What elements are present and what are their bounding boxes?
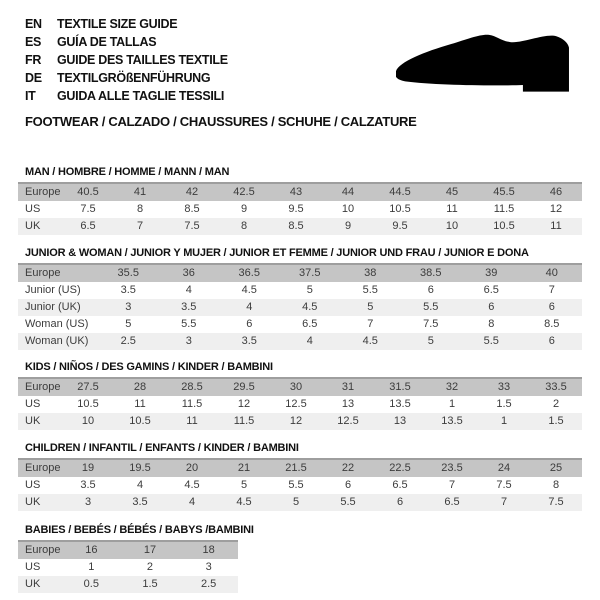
size-value: 6 [427,284,434,296]
language-code: EN [25,17,42,31]
size-value: 9 [344,220,352,232]
size-value: 11 [186,415,198,427]
size-value: 38 [364,267,377,279]
size-value: 11 [446,203,458,215]
size-value: 6.5 [444,496,460,508]
size-value: 10 [445,220,459,232]
size-value: 21.5 [285,462,307,474]
size-value: 5 [367,301,374,313]
size-value: 2.5 [201,578,217,590]
size-value: 7.5 [496,479,512,491]
size-value: 5 [427,335,434,347]
size-value: 40 [545,267,558,279]
size-section-kids [18,361,582,430]
size-value: 12 [289,415,303,427]
size-value: 10.5 [77,398,99,410]
size-value: 19 [81,462,95,474]
size-value: 9.5 [392,220,408,232]
size-value: 6 [344,479,352,491]
size-value: 6.5 [302,318,318,330]
size-value: 24 [497,462,511,474]
size-value: 4 [246,301,253,313]
size-value: 29.5 [233,381,255,393]
size-value: 7.5 [80,203,96,215]
size-value: 17 [143,544,157,556]
table-row [18,299,582,316]
row-label: Europe [25,267,61,279]
size-value: 9.5 [288,203,304,215]
language-guide-title: GUIDA ALLE TAGLIE TESSILI [57,89,225,103]
table-row [18,459,582,477]
size-value: 12 [237,398,251,410]
language-guide-title: TEXTILGRÖßENFÜHRUNG [57,71,211,85]
size-value: 1.5 [496,398,512,410]
size-table-junior-woman [18,263,582,350]
size-table-children [18,458,582,511]
table-row [18,494,582,511]
size-value: 7 [136,220,144,232]
size-value: 32 [445,381,459,393]
size-value: 7.5 [548,496,564,508]
table-row [18,477,582,494]
size-value: 5.5 [181,318,197,330]
category-title: FOOTWEAR / CALZADO / CHAUSSURES / SCHUHE / CALZATURE [25,114,417,129]
row-label: UK [25,220,41,232]
size-value: 42.5 [233,186,255,198]
size-value: 8.5 [184,203,200,215]
size-value: 45 [445,186,459,198]
size-value: 19.5 [129,462,151,474]
row-label: UK [25,415,41,427]
size-value: 42 [185,186,199,198]
row-label: US [25,561,41,573]
size-value: 12.5 [285,398,307,410]
size-value: 8.5 [288,220,304,232]
row-label: Woman (US) [25,318,89,330]
size-value: 25 [549,462,563,474]
table-row [18,218,582,235]
row-label: UK [25,578,41,590]
row-label: Europe [25,381,61,393]
size-value: 5.5 [288,479,304,491]
row-label: Woman (UK) [25,335,89,347]
size-value: 10 [341,203,355,215]
size-table-man [18,182,582,235]
row-label: Europe [25,544,61,556]
size-value: 6 [548,301,555,313]
size-value: 27.5 [77,381,99,393]
size-value: 11.5 [181,398,203,410]
size-value: 22 [341,462,355,474]
size-value: 8 [240,220,248,232]
table-row [18,413,582,430]
size-value: 7 [548,284,555,296]
size-value: 39 [485,267,498,279]
size-value: 4 [185,284,192,296]
table-row [18,316,582,333]
size-section-junior-woman [18,247,582,350]
size-value: 5 [306,284,313,296]
table-row [18,183,582,201]
size-value: 41 [133,186,147,198]
size-section-babies [18,524,582,593]
size-value: 36 [182,267,195,279]
size-value: 8.5 [544,318,560,330]
size-value: 44.5 [389,186,411,198]
size-value: 33 [497,381,511,393]
size-value: 4 [136,479,144,491]
size-value: 33.5 [545,381,567,393]
size-value: 6 [488,301,495,313]
table-row [18,576,238,593]
row-label: Europe [25,462,61,474]
size-value: 1.5 [548,415,564,427]
size-value: 5 [240,479,248,491]
row-label: US [25,398,41,410]
size-value: 5.5 [340,496,356,508]
size-value: 3.5 [120,284,136,296]
section-title-kids: KIDS / NIÑOS / DES GAMINS / KINDER / BAMBINI [25,361,273,373]
size-value: 0.5 [83,578,99,590]
size-value: 13 [393,415,407,427]
size-value: 2 [146,561,154,573]
size-value: 1 [448,398,456,410]
row-label: Junior (US) [25,284,81,296]
size-value: 40.5 [77,186,99,198]
size-value: 1.5 [142,578,158,590]
size-table-kids [18,377,582,430]
size-value: 4.5 [184,479,200,491]
size-value: 5 [125,318,132,330]
size-value: 12 [549,203,563,215]
table-row [18,396,582,413]
size-value: 11.5 [233,415,255,427]
size-value: 16 [85,544,98,556]
row-label: Junior (UK) [25,301,81,313]
size-value: 13.5 [441,415,463,427]
size-value: 4 [306,335,313,347]
size-value: 23.5 [441,462,463,474]
size-value: 3 [185,335,192,347]
language-code: IT [25,89,36,103]
size-value: 5 [292,496,300,508]
size-value: 35.5 [117,267,139,279]
table-row [18,264,582,282]
size-value: 4.5 [362,335,378,347]
size-value: 1 [88,561,95,573]
size-value: 44 [341,186,355,198]
size-value: 10 [81,415,95,427]
size-value: 6 [548,335,555,347]
size-value: 5.5 [483,335,499,347]
table-row [18,333,582,350]
size-value: 4.5 [236,496,252,508]
size-value: 4.5 [241,284,257,296]
size-value: 9 [240,203,248,215]
size-value: 6 [396,496,404,508]
size-value: 8 [136,203,144,215]
section-title-man: MAN / HOMBRE / HOMME / MANN / MAN [25,166,230,178]
language-code: DE [25,71,42,85]
size-value: 21 [237,462,251,474]
table-row [18,282,582,299]
size-value: 6.5 [392,479,408,491]
size-value: 8 [488,318,495,330]
size-value: 3.5 [181,301,197,313]
size-value: 3.5 [241,335,257,347]
size-value: 11 [550,220,562,232]
size-value: 11.5 [493,203,515,215]
size-value: 37.5 [299,267,321,279]
size-value: 13 [341,398,355,410]
size-value: 13.5 [389,398,411,410]
shoe-icon [396,34,570,94]
size-value: 10.5 [493,220,515,232]
size-value: 12.5 [337,415,359,427]
language-row [25,15,600,33]
size-value: 38.5 [420,267,442,279]
size-value: 3.5 [80,479,96,491]
size-value: 7 [367,318,374,330]
size-value: 7.5 [423,318,439,330]
row-label: US [25,479,41,491]
size-value: 18 [202,544,215,556]
size-value: 45.5 [493,186,515,198]
size-value: 10.5 [129,415,151,427]
size-value: 7 [448,479,456,491]
size-value: 46 [549,186,563,198]
size-table-babies [18,540,238,593]
language-guide-title: GUÍA DE TALLAS [57,35,157,49]
size-value: 43 [289,186,303,198]
size-value: 3 [125,301,132,313]
table-row [18,559,238,576]
section-title-children: CHILDREN / INFANTIL / ENFANTS / KINDER / BAMBINI [25,442,299,454]
size-value: 7 [500,496,508,508]
table-row [18,378,582,396]
size-value: 6.5 [80,220,96,232]
language-guide-title: GUIDE DES TAILLES TEXTILE [57,53,228,67]
size-value: 5.5 [362,284,378,296]
row-label: Europe [25,186,61,198]
size-value: 31.5 [389,381,411,393]
language-code: ES [25,35,42,49]
size-value: 6 [246,318,253,330]
size-value: 3 [205,561,212,573]
table-row [18,541,238,559]
section-title-junior-woman: JUNIOR & WOMAN / JUNIOR Y MUJER / JUNIOR ET FEMME / JUNIOR UND FRAU / JUNIOR E DONA [25,247,529,259]
size-value: 20 [185,462,199,474]
size-value: 1 [500,415,508,427]
size-value: 2.5 [120,335,136,347]
size-value: 28.5 [181,381,203,393]
size-tables [18,166,582,593]
size-value: 5.5 [423,301,439,313]
table-row [18,201,582,218]
size-value: 31 [341,381,355,393]
section-title-babies: BABIES / BEBÉS / BÉBÉS / BABYS /BAMBINI [25,524,254,536]
language-code: FR [25,53,42,67]
size-value: 2 [552,398,560,410]
size-value: 3.5 [132,496,148,508]
row-label: UK [25,496,41,508]
size-section-children [18,442,582,511]
size-value: 30 [289,381,303,393]
size-value: 6.5 [483,284,499,296]
size-value: 11 [134,398,146,410]
language-guide-title: TEXTILE SIZE GUIDE [57,17,178,31]
size-section-man [18,166,582,235]
size-value: 4.5 [302,301,318,313]
size-value: 3 [84,496,92,508]
size-value: 7.5 [184,220,200,232]
size-value: 22.5 [389,462,411,474]
size-value: 10.5 [389,203,411,215]
size-value: 8 [552,479,560,491]
size-value: 4 [188,496,196,508]
size-value: 36.5 [238,267,260,279]
size-value: 28 [133,381,147,393]
row-label: US [25,203,41,215]
